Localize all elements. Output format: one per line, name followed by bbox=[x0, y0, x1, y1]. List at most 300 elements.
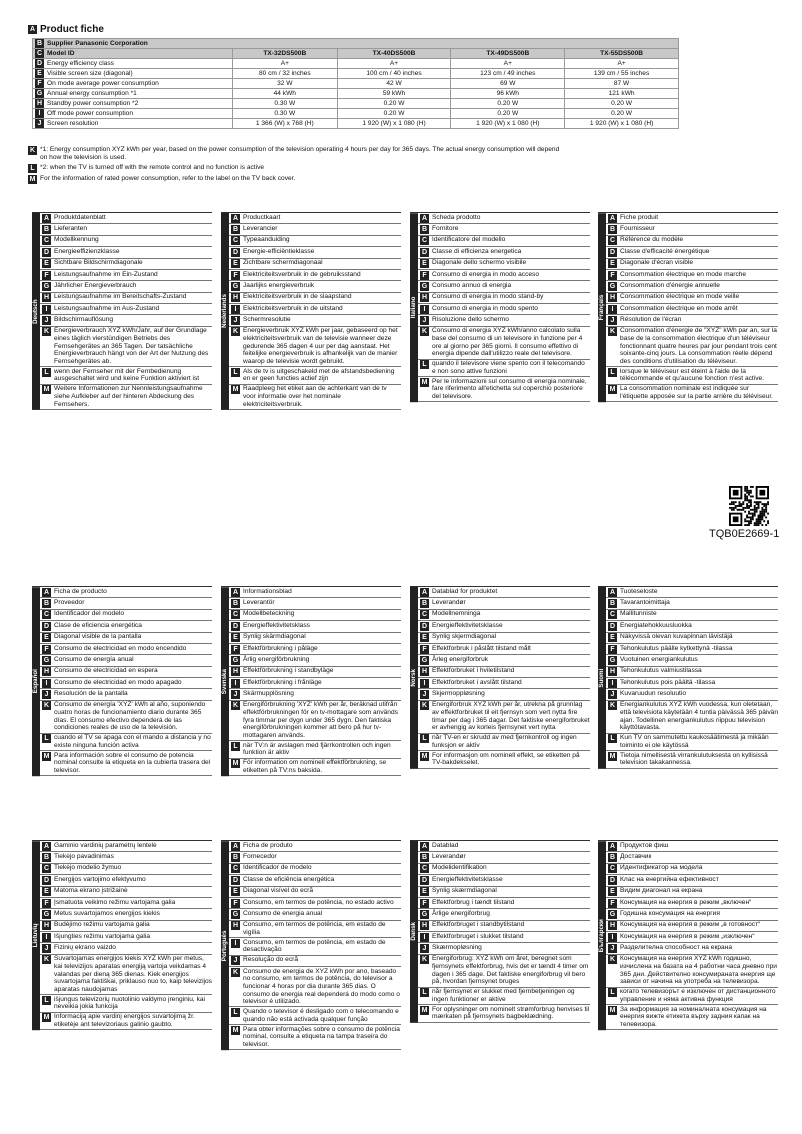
spec-value-cell: 0.30 W bbox=[233, 99, 338, 109]
language-block bbox=[32, 212, 212, 410]
language-block bbox=[32, 586, 212, 776]
item-text: Clase de eficiencia energética bbox=[54, 621, 142, 629]
key-badge: K bbox=[232, 968, 239, 976]
key-badge: C bbox=[43, 237, 50, 245]
list-item bbox=[221, 213, 401, 224]
item-text: Effektförbrukning i standbyläge bbox=[243, 667, 334, 675]
key-badge: L bbox=[608, 988, 617, 997]
list-item bbox=[32, 281, 212, 292]
list-item bbox=[598, 213, 778, 224]
list-item bbox=[221, 759, 401, 777]
item-text: For oplysninger om nominelt strømforbrug henvises til mærkaten på fjernsynets bagbeklædning. bbox=[432, 1005, 590, 1021]
language-label: Lietuvių bbox=[32, 841, 40, 1030]
list-item bbox=[598, 875, 778, 886]
key-badge: F bbox=[420, 645, 429, 654]
key-badge: M bbox=[609, 1006, 616, 1014]
list-item bbox=[221, 587, 401, 598]
list-item bbox=[598, 852, 778, 863]
list-item bbox=[221, 633, 401, 644]
language-label: Nederlands bbox=[221, 213, 229, 410]
list-item bbox=[598, 841, 778, 852]
key-badge: I bbox=[420, 933, 429, 942]
list-item bbox=[598, 587, 778, 598]
list-item bbox=[598, 236, 778, 247]
key-badge: E bbox=[42, 633, 51, 642]
key-badge: L bbox=[608, 368, 617, 377]
key-badge: G bbox=[232, 656, 239, 664]
model-row bbox=[33, 49, 679, 59]
footnote-text: For the information of rated power consumption, refer to the label on the TV back cover. bbox=[40, 175, 296, 183]
list-item bbox=[32, 875, 212, 886]
key-badge: L bbox=[42, 734, 51, 743]
list-item bbox=[598, 988, 778, 1006]
list-item bbox=[410, 852, 590, 863]
key-badge: K bbox=[232, 328, 239, 336]
list-item bbox=[32, 610, 212, 621]
spec-row bbox=[33, 109, 679, 119]
key-badge: E bbox=[231, 259, 240, 268]
key-badge: C bbox=[232, 611, 239, 619]
key-badge: B bbox=[421, 226, 428, 234]
item-text: Effektforbruket i avslått tilstand bbox=[432, 678, 522, 686]
list-item bbox=[598, 598, 778, 609]
item-text: Proveedor bbox=[54, 599, 85, 607]
item-text: Resolución de la pantalla bbox=[54, 690, 128, 698]
list-item bbox=[598, 304, 778, 315]
spec-value-cell: 69 W bbox=[451, 79, 565, 89]
item-text: Zichtbare schermdiagonaal bbox=[243, 259, 323, 267]
spec-value-cell: 87 W bbox=[565, 79, 679, 89]
spec-row bbox=[33, 69, 679, 79]
item-text: Консумация на енергия в режим „изключен“ bbox=[620, 932, 755, 940]
key-badge: C bbox=[609, 611, 616, 619]
item-text: Consumo di energia in modo acceso bbox=[432, 270, 540, 278]
list-item bbox=[221, 236, 401, 247]
list-item bbox=[221, 841, 401, 852]
item-text: Elektriciteitsverbruik in de uitstand bbox=[243, 304, 343, 312]
list-item bbox=[32, 689, 212, 700]
key-badge: D bbox=[609, 248, 616, 256]
key-badge: B bbox=[43, 600, 50, 608]
list-item bbox=[221, 875, 401, 886]
item-text: Tehonkulutus valmiustilassa bbox=[620, 667, 702, 675]
key-badge: A bbox=[609, 842, 616, 850]
key-badge: M bbox=[609, 386, 616, 394]
key-badge: I bbox=[608, 679, 617, 688]
language-label: Deutsch bbox=[32, 213, 40, 410]
key-badge: E bbox=[42, 887, 51, 896]
item-text: Leverancier bbox=[243, 225, 278, 233]
key-badge: G bbox=[43, 656, 50, 664]
spec-row bbox=[33, 59, 679, 69]
list-item bbox=[221, 259, 401, 270]
list-item bbox=[221, 864, 401, 875]
key-badge: D bbox=[43, 876, 50, 884]
key-badge: J bbox=[42, 690, 51, 699]
key-badge: F bbox=[42, 645, 51, 654]
key-badge: A bbox=[232, 588, 239, 596]
list-item bbox=[410, 864, 590, 875]
item-text: Consommation électrique en mode arrêt bbox=[620, 304, 738, 312]
list-item bbox=[598, 655, 778, 666]
key-badge: E bbox=[42, 259, 51, 268]
list-item bbox=[32, 655, 212, 666]
item-text: Ficha de produto bbox=[243, 841, 293, 849]
item-text: Leistungsaufnahme im Bereitschafts-Zustand bbox=[54, 293, 187, 301]
list-item bbox=[410, 236, 590, 247]
key-badge: F bbox=[231, 271, 240, 280]
key-badge: J bbox=[608, 690, 617, 699]
key-badge: B bbox=[36, 40, 43, 47]
list-item bbox=[598, 610, 778, 621]
list-item bbox=[598, 385, 778, 403]
key-badge: J bbox=[231, 316, 240, 325]
list-item bbox=[410, 213, 590, 224]
list-item bbox=[221, 967, 401, 1007]
language-block bbox=[221, 840, 401, 1050]
page-title bbox=[28, 24, 104, 35]
key-badge: C bbox=[232, 865, 239, 873]
key-badge: K bbox=[43, 956, 50, 964]
list-item bbox=[598, 678, 778, 689]
item-text: Classe d'efficacité énergétique bbox=[620, 247, 710, 255]
item-text: Energieffektivitetsklasse bbox=[432, 875, 503, 883]
list-item bbox=[221, 921, 401, 939]
list-item bbox=[410, 281, 590, 292]
item-text: Leverandør bbox=[432, 599, 466, 607]
spec-value-cell: 0.20 W bbox=[337, 99, 451, 109]
language-block bbox=[598, 212, 778, 402]
key-badge: M bbox=[43, 386, 50, 394]
language-label: Dansk bbox=[410, 841, 418, 1023]
key-badge: E bbox=[420, 887, 429, 896]
key-badge: L bbox=[231, 1008, 240, 1017]
spec-value-cell: A+ bbox=[233, 59, 338, 69]
item-text: Jaarlijks energieverbruik bbox=[243, 281, 315, 289]
item-text: Consommation électrique en mode veille bbox=[620, 293, 740, 301]
spec-row bbox=[33, 89, 679, 99]
spec-value-cell: 139 cm / 55 inches bbox=[565, 69, 679, 79]
language-label: Български bbox=[598, 841, 606, 1030]
key-badge: B bbox=[232, 226, 239, 234]
item-text: Effektforbruk i påslått tilstand målt bbox=[432, 644, 531, 652]
key-badge: L bbox=[42, 368, 51, 377]
list-item bbox=[32, 734, 212, 752]
list-item bbox=[598, 293, 778, 304]
key-badge: J bbox=[42, 316, 51, 325]
item-text: Energijos vartojimo efektyvumo bbox=[54, 875, 146, 883]
list-item bbox=[598, 281, 778, 292]
list-item bbox=[32, 213, 212, 224]
list-item bbox=[221, 327, 401, 367]
list-item bbox=[221, 956, 401, 967]
item-text: Consumo de energia de XYZ kWh por ano, baseado no consumo, em termos de potência, do televisor a funcionar 4 horas por dia durante 365 dias. O consumo de energia real dependerá do modo como o televisor é utilizado. bbox=[243, 967, 400, 1006]
list-item bbox=[598, 898, 778, 909]
list-item bbox=[221, 293, 401, 304]
item-text: Identificador del modelo bbox=[54, 610, 125, 618]
list-item bbox=[598, 689, 778, 700]
list-item bbox=[598, 621, 778, 632]
list-item bbox=[410, 841, 590, 852]
item-text: Leverantör bbox=[243, 599, 275, 607]
language-block bbox=[410, 212, 590, 402]
spec-label: Screen resolution bbox=[47, 120, 99, 127]
spec-label: Standby power consumption *2 bbox=[47, 100, 139, 107]
item-text: Tavarantoimittaja bbox=[620, 599, 670, 607]
list-item bbox=[598, 864, 778, 875]
item-text: Synlig skjermdiagonal bbox=[432, 633, 497, 641]
key-badge: A bbox=[421, 588, 428, 596]
key-badge: G bbox=[609, 656, 616, 664]
item-text: Modellnemninga bbox=[432, 610, 481, 618]
list-item bbox=[221, 852, 401, 863]
list-item bbox=[32, 259, 212, 270]
list-item bbox=[32, 385, 212, 410]
key-badge: A bbox=[609, 214, 616, 222]
spec-label-cell bbox=[33, 119, 233, 129]
item-text: Skærmopløsning bbox=[432, 944, 482, 952]
list-item bbox=[221, 887, 401, 898]
key-badge: H bbox=[609, 922, 616, 930]
item-text: Référence du modèle bbox=[620, 236, 684, 244]
item-text: Synlig skærmdiagonal bbox=[432, 887, 497, 895]
language-label: Suomi bbox=[598, 587, 606, 769]
item-text: Résolution de l'écran bbox=[620, 316, 682, 324]
list-item bbox=[598, 667, 778, 678]
spec-value-cell: 44 kWh bbox=[233, 89, 338, 99]
key-badge: H bbox=[421, 668, 428, 676]
spec-label-cell bbox=[33, 69, 233, 79]
item-text: Diagonal visible de la pantalla bbox=[54, 633, 142, 641]
key-badge: K bbox=[232, 702, 239, 710]
footnote-text: *1: Energy consumption XYZ kWh per year, based on the power consumption of the television operating 4 hours per day for 365 days. The actual energy consumption will depend on how the television is used. bbox=[40, 146, 560, 162]
item-text: Fornitore bbox=[432, 225, 459, 233]
key-badge: D bbox=[609, 622, 616, 630]
item-text: Classe de eficiência energética bbox=[243, 875, 335, 883]
key-badge: C bbox=[232, 237, 239, 245]
key-badge: K bbox=[421, 956, 428, 964]
key-badge: K bbox=[421, 702, 428, 710]
list-item bbox=[598, 887, 778, 898]
key-badge: G bbox=[43, 910, 50, 918]
list-item bbox=[410, 259, 590, 270]
list-item bbox=[598, 259, 778, 270]
key-badge: J bbox=[231, 690, 240, 699]
model-cell: TX-40DS500B bbox=[337, 49, 451, 59]
list-item bbox=[32, 921, 212, 932]
list-item bbox=[410, 621, 590, 632]
key-badge: J bbox=[35, 119, 44, 128]
item-text: Консумация на енергия в режим „включен“ bbox=[620, 898, 752, 906]
list-item bbox=[32, 701, 212, 734]
list-item bbox=[410, 875, 590, 886]
key-badge: D bbox=[43, 622, 50, 630]
list-item bbox=[221, 315, 401, 326]
key-badge: L bbox=[420, 360, 429, 369]
list-item bbox=[221, 610, 401, 621]
list-item bbox=[598, 955, 778, 988]
qr-code-icon bbox=[729, 486, 769, 526]
item-text: Consumo, em termos de potência, no estado activo bbox=[243, 898, 394, 906]
key-badge: H bbox=[421, 294, 428, 302]
item-text: Consumo, em termos de potência, em estado de vigília bbox=[243, 921, 386, 936]
key-badge: I bbox=[420, 305, 429, 314]
item-text: Informationsblad bbox=[243, 587, 292, 595]
key-badge: H bbox=[609, 294, 616, 302]
key-badge: L bbox=[28, 164, 37, 173]
spec-value-cell: A+ bbox=[451, 59, 565, 69]
list-item bbox=[410, 610, 590, 621]
language-label: Norsk bbox=[410, 587, 418, 769]
key-badge: C bbox=[609, 865, 616, 873]
key-badge: M bbox=[43, 1014, 50, 1022]
list-item bbox=[221, 224, 401, 235]
key-badge: K bbox=[29, 147, 36, 154]
key-badge: F bbox=[231, 645, 240, 654]
item-text: Datablad for produktet bbox=[432, 587, 498, 595]
key-badge: F bbox=[420, 271, 429, 280]
spec-value-cell: 1 920 (W) x 1 080 (H) bbox=[337, 119, 451, 129]
item-text: Elektriciteitsverbruik in de gebruiksstand bbox=[243, 270, 361, 278]
product-code: TQB0E2669-1 bbox=[709, 528, 780, 540]
item-text: Tietoja nimellisestä virrankulutuksesta on kyllisissä television takakannessa. bbox=[620, 751, 768, 767]
item-text: Fournisseur bbox=[620, 225, 655, 233]
spec-value-cell: 42 W bbox=[337, 79, 451, 89]
key-badge: I bbox=[42, 679, 51, 688]
item-text: Consumo de energia anual bbox=[243, 909, 323, 917]
key-badge: C bbox=[421, 865, 428, 873]
item-text: Leistungsaufnahme im Aus-Zustand bbox=[54, 304, 160, 312]
item-text: Raadpleeg het etiket aan de achterkant van de tv voor informatie over het nominale elektriciteitsverbruik. bbox=[243, 385, 387, 408]
item-text: För information om nominell effektförbrukning, se etiketten på TV:ns baksida. bbox=[243, 759, 387, 774]
key-badge: A bbox=[43, 842, 50, 850]
key-badge: A bbox=[232, 214, 239, 222]
footnote bbox=[28, 164, 568, 173]
key-badge: L bbox=[231, 742, 240, 751]
spec-rows bbox=[33, 59, 679, 129]
item-text: Energie-efficiëntieklasse bbox=[243, 247, 315, 255]
spec-label: On mode average power consumption bbox=[47, 80, 159, 87]
item-text: Fiche produit bbox=[620, 213, 659, 221]
key-badge: L bbox=[42, 996, 51, 1005]
list-item bbox=[32, 898, 212, 909]
language-block bbox=[410, 840, 590, 1023]
item-text: Consumo di energia in modo stand-by bbox=[432, 293, 544, 301]
key-badge: C bbox=[43, 611, 50, 619]
list-item bbox=[32, 293, 212, 304]
language-block bbox=[410, 586, 590, 769]
spec-label-cell bbox=[33, 59, 233, 69]
item-text: Tuoteseloste bbox=[620, 587, 658, 595]
list-item bbox=[598, 734, 778, 752]
model-cell: TX-32DS500B bbox=[233, 49, 338, 59]
key-badge: K bbox=[609, 956, 616, 964]
item-text: Effektforbruget i slukket tilstand bbox=[432, 932, 524, 940]
key-badge: G bbox=[609, 910, 616, 918]
key-badge: G bbox=[609, 282, 616, 290]
spec-value-cell: 59 kWh bbox=[337, 89, 451, 99]
item-text: Fornecedor bbox=[243, 853, 277, 861]
spec-row bbox=[33, 99, 679, 109]
list-item bbox=[598, 751, 778, 769]
list-item bbox=[32, 304, 212, 315]
key-badge: B bbox=[43, 854, 50, 862]
list-item bbox=[410, 360, 590, 378]
item-text: Видим диагонал на екрана bbox=[620, 887, 703, 895]
list-item bbox=[221, 270, 401, 281]
list-item bbox=[32, 955, 212, 995]
key-badge: C bbox=[421, 237, 428, 245]
footnote bbox=[28, 175, 568, 184]
item-text: Energiankulutus XYZ kWh vuodessa, kun oletetaan, että televisiota käytetään 4 tuntia päivässä 365 päivän ajan. Todellinen energiankulutus riippuu television käyttötavasta. bbox=[620, 701, 778, 732]
list-item bbox=[410, 667, 590, 678]
item-text: Informaciją apie vardinį energijos suvartojimą žr. etiketėje ant televizoriaus galinio gaubto. bbox=[54, 1013, 195, 1028]
list-item bbox=[598, 701, 778, 734]
item-text: Consumo, em termos de potência, em estado de desactivação bbox=[243, 938, 386, 954]
item-text: Risoluzione dello schermo bbox=[432, 316, 509, 324]
item-text: Consumo de electricidad en modo apagado bbox=[54, 678, 182, 686]
key-badge: J bbox=[231, 956, 240, 965]
key-badge: B bbox=[421, 854, 428, 862]
key-badge: L bbox=[231, 368, 240, 377]
key-badge: G bbox=[36, 90, 43, 97]
list-item bbox=[410, 598, 590, 609]
model-cell: TX-49DS500B bbox=[451, 49, 565, 59]
key-badge: H bbox=[232, 294, 239, 302]
list-item bbox=[410, 270, 590, 281]
spec-label: Annual energy consumption *1 bbox=[47, 90, 137, 97]
item-text: Consumo di energia XYZ kWh/anno calcolato sulla base del consumo di un televisore in funzione per 4 ore al giorno per 365 giorni. Il consumo effettivo di energia dipende dall'utilizzo reale del televisore. bbox=[432, 327, 583, 358]
item-text: Ficha de producto bbox=[54, 587, 107, 595]
model-label: Model ID bbox=[47, 50, 75, 57]
list-item bbox=[410, 898, 590, 909]
key-badge: A bbox=[421, 214, 428, 222]
key-badge: M bbox=[232, 1026, 239, 1034]
key-badge: A bbox=[43, 214, 50, 222]
key-badge: G bbox=[43, 282, 50, 290]
key-badge: A bbox=[29, 26, 36, 33]
item-text: Identificador de modelo bbox=[243, 864, 312, 872]
list-item bbox=[410, 988, 590, 1006]
list-item bbox=[32, 224, 212, 235]
list-item bbox=[32, 995, 212, 1013]
list-item bbox=[32, 644, 212, 655]
list-item bbox=[32, 932, 212, 943]
key-badge: A bbox=[43, 588, 50, 596]
item-text: Diagonal visível do ecrã bbox=[243, 887, 314, 895]
list-item bbox=[598, 367, 778, 385]
item-text: Quando o televisor é desligado com o telecomando e quando não está activada qualquer função bbox=[243, 1008, 399, 1023]
key-badge: I bbox=[42, 933, 51, 942]
item-text: Идентификатор на модела bbox=[620, 864, 703, 872]
list-item bbox=[410, 377, 590, 402]
item-text: Effektforbrug i tændt tilstand bbox=[432, 898, 515, 906]
key-badge: G bbox=[232, 910, 239, 918]
key-badge: G bbox=[421, 910, 428, 918]
item-text: Годишна консумация на енергия bbox=[620, 909, 720, 917]
spec-value-cell: 0.20 W bbox=[565, 99, 679, 109]
item-text: Skjermoppløsning bbox=[432, 690, 485, 698]
list-item bbox=[221, 678, 401, 689]
list-item bbox=[598, 247, 778, 258]
footnote bbox=[28, 146, 568, 162]
list-item bbox=[221, 367, 401, 385]
item-text: Įsmatuota veikimo režimu vartojama galia bbox=[54, 898, 176, 906]
key-badge: L bbox=[608, 734, 617, 743]
spec-label: Visible screen size (diagonal) bbox=[47, 70, 133, 77]
spec-value-cell: A+ bbox=[565, 59, 679, 69]
item-text: Jährlicher Energieverbrauch bbox=[54, 281, 137, 289]
